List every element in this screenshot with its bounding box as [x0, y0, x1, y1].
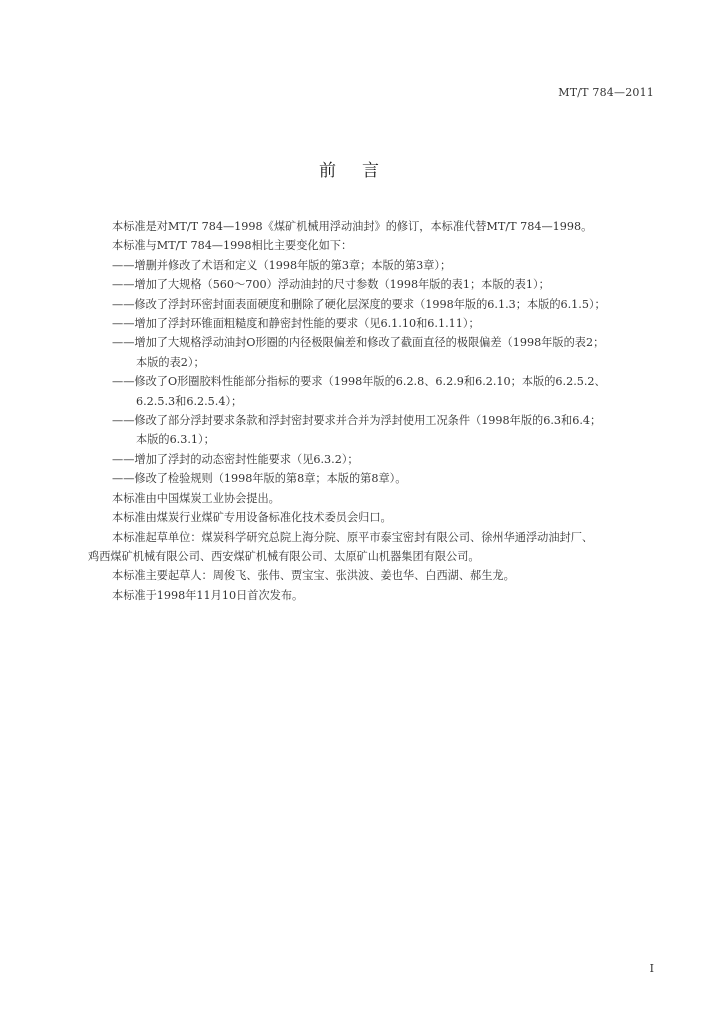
page-number: I — [649, 962, 654, 975]
change-item-dynamic-sealing: ——增加了浮封的动态密封性能要求（见6.3.2）； — [112, 452, 359, 466]
paragraph-proposed-by: 本标准由中国煤炭工业协会提出。 — [112, 491, 280, 505]
change-item-roughness: ——增加了浮封环锥面粗糙度和静密封性能的要求（见6.1.10和6.1.11）； — [112, 317, 480, 331]
paragraph-drafting-units-cont: 鸡西煤矿机械有限公司、西安煤矿机械有限公司、太原矿山机器集团有限公司。 — [88, 549, 480, 563]
paragraph-under-jurisdiction: 本标准由煤炭行业煤矿专用设备标准化技术委员会归口。 — [112, 511, 392, 525]
page-title: 前言 — [319, 161, 405, 181]
change-item-o-ring-deviation: ——增加了大规格浮动油封O形圈的内径极限偏差和修改了截面直径的极限偏差（1998年版的表2； — [112, 336, 605, 350]
paragraph-changes-intro: 本标准与MT/T 784—1998相比主要变化如下： — [112, 239, 353, 253]
change-item-large-size: ——增加了大规格（560～700）浮动油封的尺寸参数（1998年版的表1；本版的表1）； — [112, 278, 550, 292]
change-item-hardness: ——修改了浮封环密封面表面硬度和删除了硬化层深度的要求（1998年版的6.1.3；本版的6.1.5）； — [112, 297, 606, 311]
paragraph-first-issued: 本标准于1998年11月10日首次发布。 — [112, 588, 304, 602]
change-item-working-conditions: ——修改了部分浮封要求条款和浮封密封要求并合并为浮封使用工况条件（1998年版的6.3和6.4； — [112, 414, 602, 428]
change-item-working-conditions-cont: 本版的6.3.1）； — [136, 433, 215, 447]
change-item-rubber-properties-cont: 6.2.5.3和6.2.5.4）； — [136, 394, 243, 408]
change-item-terms: ——增删并修改了术语和定义（1998年版的第3章；本版的第3章）； — [112, 258, 452, 272]
standard-code-header: MT/T 784—2011 — [558, 86, 654, 99]
paragraph-drafting-units: 本标准起草单位：煤炭科学研究总院上海分院、原平市泰宝密封有限公司、徐州华通浮动油封厂、 — [112, 530, 594, 544]
paragraph-revision-note: 本标准是对MT/T 784—1998《煤矿机械用浮动油封》的修订，本标准代替MT/T 784—1998。 — [112, 220, 593, 233]
change-item-inspection-rules: ——修改了检验规则（1998年版的第8章；本版的第8章）。 — [112, 472, 407, 486]
paragraph-drafters: 本标准主要起草人：周俊飞、张伟、贾宝宝、张洪波、姜也华、白西湖、郝生龙。 — [112, 569, 515, 583]
change-item-o-ring-deviation-cont: 本版的表2）； — [136, 355, 205, 369]
foreword-body — [88, 217, 668, 605]
change-item-rubber-properties: ——修改了O形圈胶料性能部分指标的要求（1998年版的6.2.8、6.2.9和6.2.10；本版的6.2.5.2、 — [112, 375, 606, 389]
